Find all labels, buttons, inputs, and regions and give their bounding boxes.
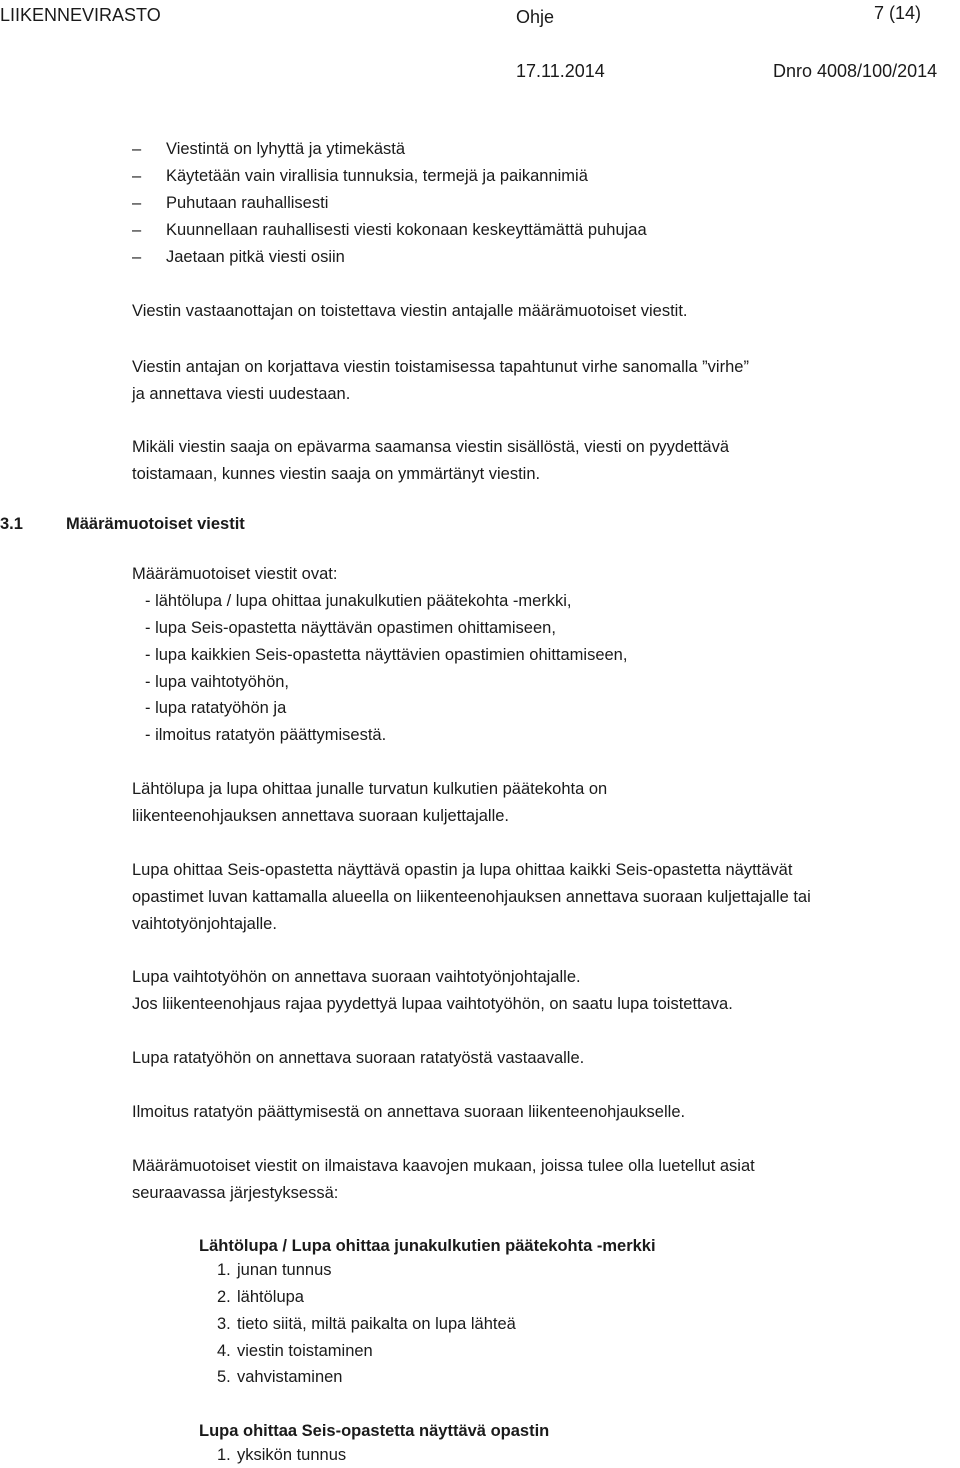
message-type-item: - lupa kaikkien Seis-opastetta näyttävien opastimien ohittamiseen, xyxy=(145,646,628,664)
bullet-item: – Jaetaan pitkä viesti osiin xyxy=(132,248,345,266)
template-title: Lähtölupa / Lupa ohittaa junakulkutien päätekohta -merkki xyxy=(199,1237,656,1255)
rule-shunting-line2: Jos liikenteenohjaus rajaa pyydettyä lupaa vaihtotyöhön, on saatu lupa toistettava. xyxy=(132,995,733,1013)
message-type-item: - lupa vaihtotyöhön, xyxy=(145,673,290,691)
document-date: 17.11.2014 xyxy=(516,61,605,81)
document-dnro: Dnro 4008/100/2014 xyxy=(773,61,938,81)
bullet-item: – Puhutaan rauhallisesti xyxy=(132,194,329,212)
template-step: 3. tieto siitä, miltä paikalta on lupa lähteä xyxy=(217,1315,516,1333)
paragraph-correct-error-line1: Viestin antajan on korjattava viestin toistamisessa tapahtunut virhe sanomalla ”virhe” xyxy=(132,358,749,376)
bullet-dash: – xyxy=(132,140,142,158)
rule-trackwork-end: Ilmoitus ratatyön päättymisestä on annettava suoraan liikenteenohjaukselle. xyxy=(132,1103,686,1121)
message-type-item: - ilmoitus ratatyön päättymisestä. xyxy=(145,726,387,744)
rule-departure-line2: liikenteenohjauksen annettava suoraan kuljettajalle. xyxy=(132,807,510,825)
template-step: 2. lähtölupa xyxy=(217,1288,304,1306)
section-number: 3.1 xyxy=(0,515,23,533)
bullet-dash: – xyxy=(132,221,142,239)
bullet-item: – Viestintä on lyhyttä ja ytimekästä xyxy=(132,140,406,158)
section-title: Määrämuotoiset viestit xyxy=(66,515,245,533)
rule-signal-line2: opastimet luvan kattamalla alueella on liikenteenohjauksen annettava suoraan kuljettajalle tai xyxy=(132,888,811,906)
template-step: 5. vahvistaminen xyxy=(217,1368,343,1386)
bullet-item: – Kuunnellaan rauhallisesti viesti kokonaan keskeyttämättä puhujaa xyxy=(132,221,647,239)
bullet-dash: – xyxy=(132,248,142,266)
organization-name: LIIKENNEVIRASTO xyxy=(0,5,161,25)
rule-trackwork: Lupa ratatyöhön on annettava suoraan ratatyöstä vastaavalle. xyxy=(132,1049,585,1067)
template-step: 1. yksikön tunnus xyxy=(217,1446,347,1464)
paragraph-correct-error-line2: ja annettava viesti uudestaan. xyxy=(132,385,351,403)
rule-signal-line3: vaihtotyönjohtajalle. xyxy=(132,915,277,933)
bullet-dash: – xyxy=(132,194,142,212)
section-heading xyxy=(0,513,245,535)
rule-signal-line1: Lupa ohittaa Seis-opastetta näyttävä opastin ja lupa ohittaa kaikki Seis-opastetta näyttävät xyxy=(132,861,793,879)
rule-shunting-line1: Lupa vaihtotyöhön on annettava suoraan vaihtotyönjohtajalle. xyxy=(132,968,581,986)
rule-format-line2: seuraavassa järjestyksessä: xyxy=(132,1184,339,1202)
rule-format-line1: Määrämuotoiset viestit on ilmaistava kaavojen mukaan, joissa tulee olla luetellut asiat xyxy=(132,1157,755,1175)
message-type-item: - lupa Seis-opastetta näyttävän opastimen ohittamiseen, xyxy=(145,619,556,637)
page-number: 7 (14) xyxy=(874,3,922,23)
message-type-item: - lähtölupa / lupa ohittaa junakulkutien päätekohta -merkki, xyxy=(145,592,572,610)
paragraph-uncertain-line1: Mikäli viestin saaja on epävarma saamansa viestin sisällöstä, viesti on pyydettävä xyxy=(132,438,730,456)
paragraph-uncertain-line2: toistamaan, kunnes viestin saaja on ymmärtänyt viestin. xyxy=(132,465,541,483)
bullet-dash: – xyxy=(132,167,142,185)
message-types-intro: Määrämuotoiset viestit ovat: xyxy=(132,565,338,583)
template-step: 1. junan tunnus xyxy=(217,1261,332,1279)
paragraph-repeat-messages: Viestin vastaanottajan on toistettava viestin antajalle määrämuotoiset viestit. xyxy=(132,302,688,320)
document-type: Ohje xyxy=(516,7,555,27)
bullet-item: – Käytetään vain virallisia tunnuksia, termejä ja paikannimiä xyxy=(132,167,588,185)
template-step: 4. viestin toistaminen xyxy=(217,1342,373,1360)
template-title: Lupa ohittaa Seis-opastetta näyttävä opastin xyxy=(199,1422,550,1440)
rule-departure-line1: Lähtölupa ja lupa ohittaa junalle turvatun kulkutien päätekohta on xyxy=(132,780,608,798)
message-type-item: - lupa ratatyöhön ja xyxy=(145,699,287,717)
